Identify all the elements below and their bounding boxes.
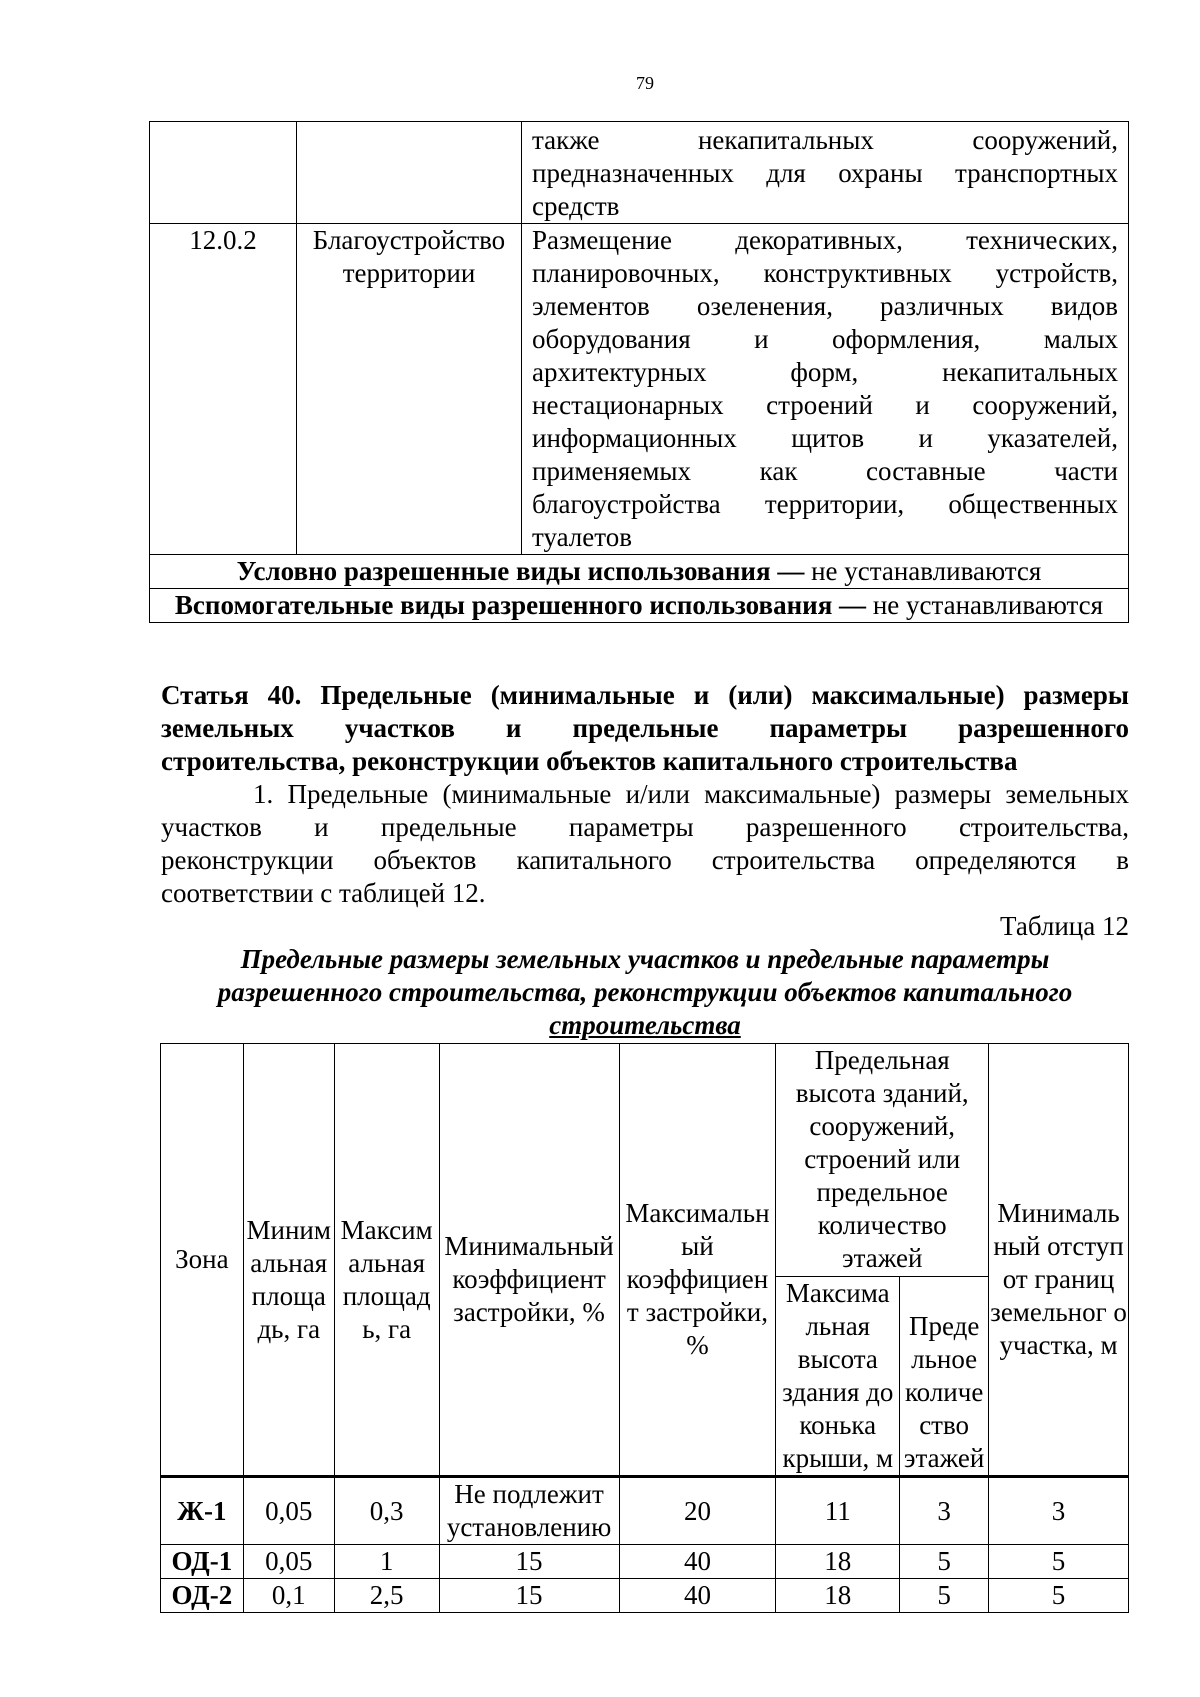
- name-line: Благоустройство: [312, 225, 506, 255]
- table-row: [150, 224, 1129, 555]
- table-row: [150, 555, 1129, 589]
- table-row: [150, 589, 1129, 623]
- zone-cell: Ж-1: [161, 1477, 244, 1545]
- header-min-area: Миним альная площа дь, га: [243, 1044, 334, 1477]
- limits-table: [160, 1043, 1129, 1613]
- description-line: также некапитальных сооружений,: [532, 125, 1118, 155]
- min-area-cell: 0,05: [243, 1545, 334, 1579]
- description-line: применяемых как составные части: [532, 456, 1118, 486]
- min-setback-cell: 3: [989, 1477, 1129, 1545]
- paragraph-line: 1. Предельные (минимальные и/или максимальные) размеры земельных: [253, 779, 1129, 809]
- article-heading: [161, 679, 1129, 778]
- description-line: оборудования и оформления, малых: [532, 324, 1118, 354]
- header-min-setback: Минималь ный отступ от границ земельног о участка, м: [989, 1044, 1129, 1477]
- description-line: нестационарных строений и сооружений,: [532, 390, 1118, 420]
- name-cell: [297, 122, 522, 224]
- description-line: Размещение декоративных, технических,: [532, 225, 1118, 255]
- min-coef-cell: Не подлежит установлению: [439, 1477, 619, 1545]
- code-cell: [150, 122, 297, 224]
- article-paragraph: [161, 778, 1129, 910]
- description-line: архитектурных форм, некапитальных: [532, 357, 1118, 387]
- heading-line: земельных участков и предельные параметры разрешенного: [161, 713, 1129, 743]
- caption-line: строительства: [549, 1010, 741, 1040]
- heading-line: строительства, реконструкции объектов капитального строительства: [161, 746, 1018, 776]
- conditional-uses-row: [150, 555, 1129, 589]
- description-line: туалетов: [532, 522, 632, 552]
- auxiliary-uses-title: Вспомогательные виды разрешенного использования —: [174, 590, 867, 620]
- max-area-cell: 0,3: [334, 1477, 439, 1545]
- paragraph-line: участков и предельные параметры разрешенного строительства,: [161, 812, 1129, 842]
- zone-cell: ОД-2: [161, 1579, 244, 1613]
- description-line: предназначенных для охраны транспортных: [532, 158, 1118, 188]
- paragraph-line: реконструкции объектов капитального строительства определяются в: [161, 845, 1129, 875]
- min-coef-cell: 15: [439, 1579, 619, 1613]
- min-setback-cell: 5: [989, 1579, 1129, 1613]
- name-cell: [297, 224, 522, 555]
- max-height-cell: 11: [776, 1477, 900, 1545]
- name-line: территории: [342, 258, 476, 288]
- min-setback-cell: 5: [989, 1545, 1129, 1579]
- zone-cell: ОД-1: [161, 1545, 244, 1579]
- paragraph-line: соответствии с таблицей 12.: [161, 878, 486, 908]
- description-cell: [522, 224, 1129, 555]
- description-line: средств: [532, 191, 620, 221]
- min-coef-cell: 15: [439, 1545, 619, 1579]
- min-area-cell: 0,05: [243, 1477, 334, 1545]
- header-max-coef: Максимальн ый коэффициен т застройки, %: [619, 1044, 776, 1477]
- table-row: [161, 1579, 1129, 1613]
- page-number: 79: [636, 73, 654, 93]
- header-height-group: Предельная высота зданий, сооружений, строений или предельное количество этажей: [776, 1044, 989, 1277]
- table-row: [150, 122, 1129, 224]
- table-row: [161, 1545, 1129, 1579]
- description-line: планировочных, конструктивных устройств,: [532, 258, 1118, 288]
- description-line: элементов озеленения, различных видов: [532, 291, 1118, 321]
- heading-line: Статья 40. Предельные (минимальные и (или) максимальные) размеры: [161, 680, 1129, 710]
- min-area-cell: 0,1: [243, 1579, 334, 1613]
- max-floors-cell: 5: [900, 1579, 989, 1613]
- header-max-floors: Преде льное количе ство этажей: [900, 1277, 989, 1477]
- code-cell: 12.0.2: [150, 224, 297, 555]
- max-height-cell: 18: [776, 1579, 900, 1613]
- conditional-uses-status: не устанавливаются: [804, 556, 1042, 586]
- table-caption: [161, 943, 1129, 1042]
- caption-line: Предельные размеры земельных участков и предельные параметры: [240, 944, 1050, 974]
- max-area-cell: 1: [334, 1545, 439, 1579]
- description-cell: [522, 122, 1129, 224]
- max-area-cell: 2,5: [334, 1579, 439, 1613]
- conditional-uses-title: Условно разрешенные виды использования —: [236, 556, 805, 586]
- auxiliary-uses-row: [150, 589, 1129, 623]
- description-line: информационных щитов и указателей,: [532, 423, 1118, 453]
- max-coef-cell: 20: [619, 1477, 776, 1545]
- max-height-cell: 18: [776, 1545, 900, 1579]
- caption-line: разрешенного строительства, реконструкции объектов капитального: [217, 977, 1073, 1007]
- header-max-area: Максим альная площад ь, га: [334, 1044, 439, 1477]
- table-label: Таблица 12: [1000, 911, 1129, 941]
- description-line: благоустройства территории, общественных: [532, 489, 1118, 519]
- header-max-height: Максима льная высота здания до конька крыши, м: [776, 1277, 900, 1477]
- auxiliary-uses-status: не устанавливаются: [866, 590, 1104, 620]
- permitted-uses-table: [149, 121, 1129, 623]
- max-floors-cell: 3: [900, 1477, 989, 1545]
- max-coef-cell: 40: [619, 1579, 776, 1613]
- max-coef-cell: 40: [619, 1545, 776, 1579]
- table-row: [161, 1477, 1129, 1545]
- header-min-coef: Минимальный коэффициент застройки, %: [439, 1044, 619, 1477]
- max-floors-cell: 5: [900, 1545, 989, 1579]
- header-row: [161, 1044, 1129, 1277]
- article-40: [161, 679, 1129, 1042]
- header-zone: Зона: [161, 1044, 244, 1477]
